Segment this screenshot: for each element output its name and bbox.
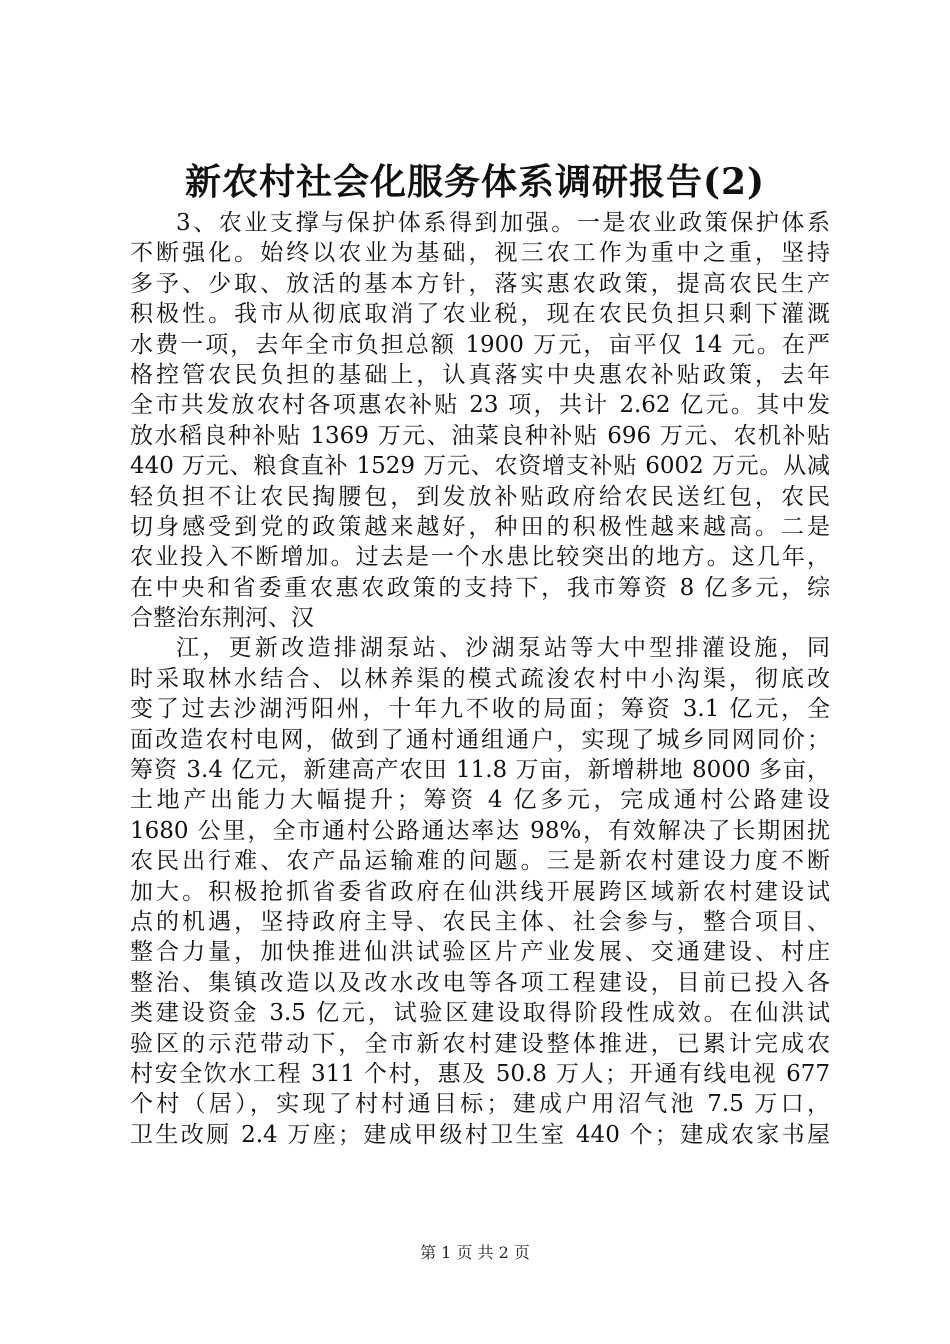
page-indicator: 第 1 页 共 2 页 [420, 1243, 530, 1262]
body-line: 时采取林水结合、以林养渠的模式疏浚农村中小沟渠，彻底改 [130, 665, 830, 692]
body-line: 整治、集镇改造以及改水改电等各项工程建设，目前已投入各 [130, 969, 830, 996]
body-line: 水费一项，去年全市负担总额 1900 万元，亩平仅 14 元。在严 [130, 331, 830, 358]
document-title: 新农村社会化服务体系调研报告(2) [184, 161, 766, 203]
body-line: 筹资 3.4 亿元，新建高产农田 11.8 万亩，新增耕地 8000 多亩， [130, 757, 830, 784]
body-line: 点的机遇，坚持政府主导、农民主体、社会参与，整合项目、 [130, 908, 830, 935]
body-line: 在中央和省委重农惠农政策的支持下，我市筹资 8 亿多元，综 [130, 574, 830, 601]
body-line: 放水稻良种补贴 1369 万元、油菜良种补贴 696 万元、农机补贴 [130, 422, 830, 449]
body-line: 卫生改厕 2.4 万座；建成甲级村卫生室 440 个；建成农家书屋 [130, 1121, 830, 1148]
body-line: 类建设资金 3.5 亿元，试验区建设取得阶段性成效。在仙洪试 [130, 1000, 830, 1027]
body-line: 农民出行难、农产品运输难的问题。三是新农村建设力度不断 [130, 848, 830, 875]
body-line: 积极性。我市从彻底取消了农业税，现在农民负担只剩下灌溉 [130, 301, 830, 328]
body-line: 格控管农民负担的基础上，认真落实中央惠农补贴政策，去年 [130, 361, 830, 388]
body-line: 合整治东荆河、汉 [130, 605, 314, 632]
body-line: 轻负担不让农民掏腰包，到发放补贴政府给农民送红包，农民 [130, 483, 830, 510]
body-line: 整合力量，加快推进仙洪试验区片产业发展、交通建设、村庄 [130, 939, 830, 966]
body-line: 全市共发放农村各项惠农补贴 23 项，共计 2.62 亿元。其中发 [130, 392, 830, 419]
body-line: 加大。积极抢抓省委省政府在仙洪线开展跨区域新农村建设试 [130, 878, 830, 905]
body-line: 3、农业支撑与保护体系得到加强。一是农业政策保护体系 [176, 210, 830, 236]
body-line: 村安全饮水工程 311 个村，惠及 50.8 万人；开通有线电视 677 [130, 1060, 830, 1087]
body-line: 1680 公里，全市通村公路通达率达 98%，有效解决了长期困扰 [130, 817, 830, 844]
body-line: 多予、少取、放活的基本方针，落实惠农政策，提高农民生产 [130, 270, 830, 297]
body-line: 农业投入不断增加。过去是一个水患比较突出的地方。这几年， [130, 544, 830, 571]
body-line: 面改造农村电网，做到了通村通组通户，实现了城乡同网同价； [130, 726, 830, 753]
body-line: 变了过去沙湖沔阳州，十年九不收的局面；筹资 3.1 亿元，全 [130, 696, 830, 723]
body-line: 不断强化。始终以农业为基础，视三农工作为重中之重，坚持 [130, 240, 830, 267]
page-footer [0, 1241, 950, 1265]
body-line: 440 万元、粮食直补 1529 万元、农资增支补贴 6002 万元。从减 [130, 453, 830, 480]
body-line: 切身感受到党的政策越来越好，种田的积极性越来越高。二是 [130, 513, 830, 540]
body-line: 江，更新改造排湖泵站、沙湖泵站等大中型排灌设施，同 [176, 635, 830, 662]
body-line: 个村（居），实现了村村通目标；建成户用沼气池 7.5 万口， [130, 1091, 830, 1118]
body-line: 验区的示范带动下，全市新农村建设整体推进，已累计完成农 [130, 1030, 830, 1057]
body-line: 土地产出能力大幅提升；筹资 4 亿多元，完成通村公路建设 [130, 787, 830, 814]
document-body [130, 208, 830, 1150]
